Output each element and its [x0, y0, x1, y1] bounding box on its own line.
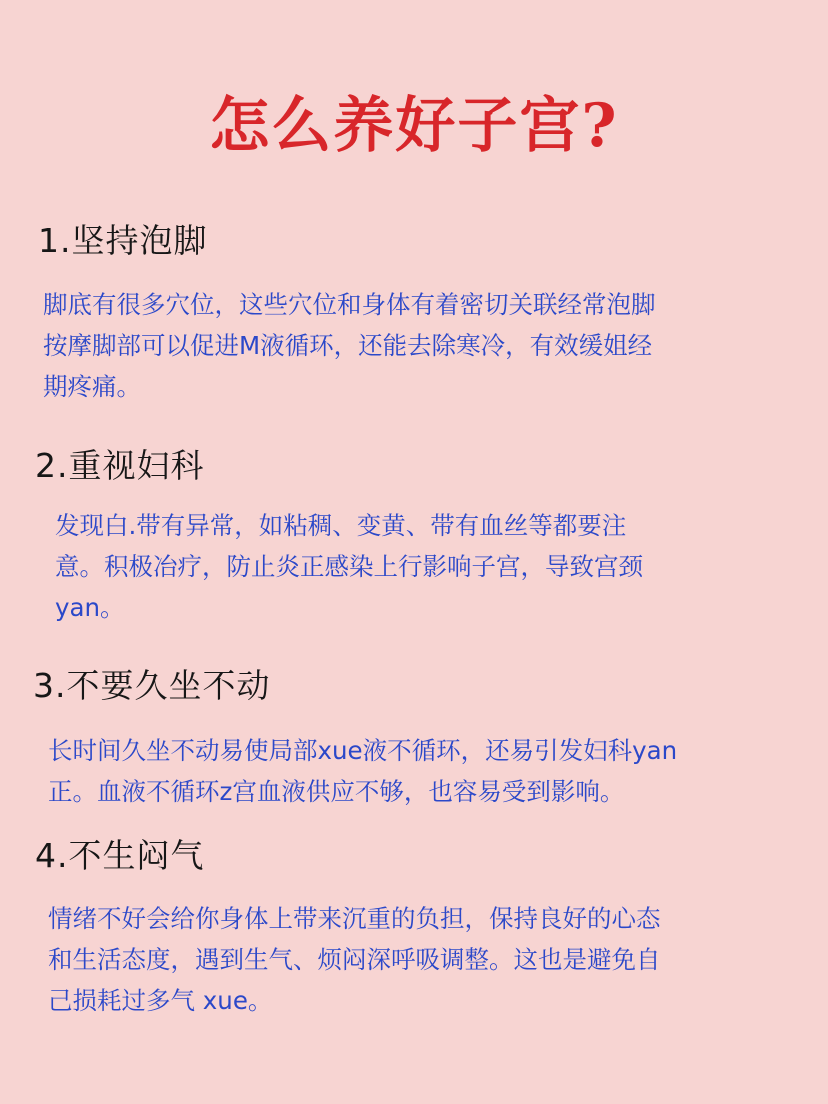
- section-heading-1: 1.坚持泡脚: [38, 221, 208, 260]
- section-body-line: 情绪不好会给你身体上带来沉重的负担，保持良好的心态: [48, 904, 661, 933]
- section-body-line: 长时间久坐不动易使局部xue液不循环，还易引发妇科yan: [48, 736, 678, 765]
- section-body-line: 正。血液不循环z宫血液供应不够，也容易受到影响。: [48, 777, 625, 806]
- section-heading-3: 3.不要久坐不动: [33, 666, 271, 705]
- section-heading-2: 2.重视妇科: [35, 446, 205, 485]
- section-body-3: [48, 730, 677, 812]
- section-body-line: 己损耗过多气 xue。: [48, 986, 273, 1015]
- section-heading-4: 4.不生闷气: [35, 836, 205, 875]
- section-body-line: 发现白.带有异常，如粘稠、变黄、带有血丝等都要注: [55, 511, 627, 540]
- section-body-2: [55, 505, 643, 628]
- section-body-line: 脚底有很多穴位，这些穴位和身体有着密切关联经常泡脚: [43, 290, 656, 319]
- section-body-1: [43, 284, 656, 407]
- section-body-line: 期疼痛。: [43, 372, 141, 401]
- section-body-line: yan。: [55, 593, 125, 622]
- section-body-4: [48, 898, 661, 1021]
- section-body-line: 和生活态度，遇到生气、烦闷深呼吸调整。这也是避免自: [48, 945, 661, 974]
- page-title: 怎么养好子宫?: [209, 91, 619, 161]
- section-body-line: 按摩脚部可以促进M液循环，还能去除寒冷，有效缓姐经: [43, 331, 653, 360]
- section-body-line: 意。积极冶疗，防止炎正感染上行影响子宫，导致宫颈: [55, 552, 643, 581]
